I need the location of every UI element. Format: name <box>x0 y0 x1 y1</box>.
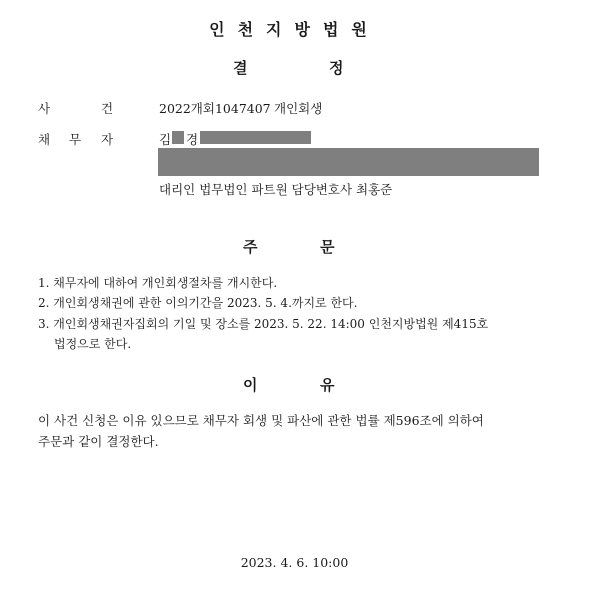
decision-date: 2023. 4. 6. 10:00 <box>240 555 349 570</box>
court-name: 인천지방법원 <box>209 20 380 39</box>
reason-line-1: 이 사건 신청은 이유 있으므로 채무자 회생 및 파산에 관한 법률 제596조에 의하여 <box>38 413 484 428</box>
representative: 대리인 법무법인 파트원 담당변호사 최홍준 <box>159 182 393 197</box>
id-redaction-block <box>200 131 311 144</box>
debtor-label-char-2: 무 <box>69 132 82 147</box>
debtor-label-char-1: 채 <box>38 132 51 147</box>
debtor-name-last: 경 <box>186 132 199 147</box>
order-item-2: 2. 개인회생채권에 관한 이의기간을 2023. 5. 4.까지로 한다. <box>38 296 358 310</box>
reason-line-2: 주문과 같이 결정한다. <box>38 434 159 449</box>
order-item-1: 1. 채무자에 대하여 개인회생절차를 개시한다. <box>38 276 278 290</box>
doc-type-char-1: 결 <box>233 59 248 77</box>
debtor-name-first: 김 <box>159 132 172 147</box>
order-heading-char-2: 문 <box>320 238 335 256</box>
order-heading-char-1: 주 <box>243 238 258 256</box>
case-label-char-1: 사 <box>38 101 51 116</box>
address-redaction-block <box>158 148 539 176</box>
case-type: 개인회생 <box>274 101 323 116</box>
reason-heading-char-1: 이 <box>243 376 258 394</box>
debtor-label-char-3: 자 <box>101 132 114 147</box>
order-item-3-continued: 법정으로 한다. <box>54 337 132 351</box>
order-item-3: 3. 개인회생채권자집회의 기일 및 장소를 2023. 5. 22. 14:00 인천지방법원 제415호 <box>38 317 489 331</box>
case-number: 2022개회1047407 <box>159 101 271 116</box>
name-redaction-block <box>172 131 184 144</box>
doc-type-char-2: 정 <box>329 59 344 77</box>
case-label-char-2: 건 <box>101 101 114 116</box>
reason-heading-char-2: 유 <box>320 376 335 394</box>
